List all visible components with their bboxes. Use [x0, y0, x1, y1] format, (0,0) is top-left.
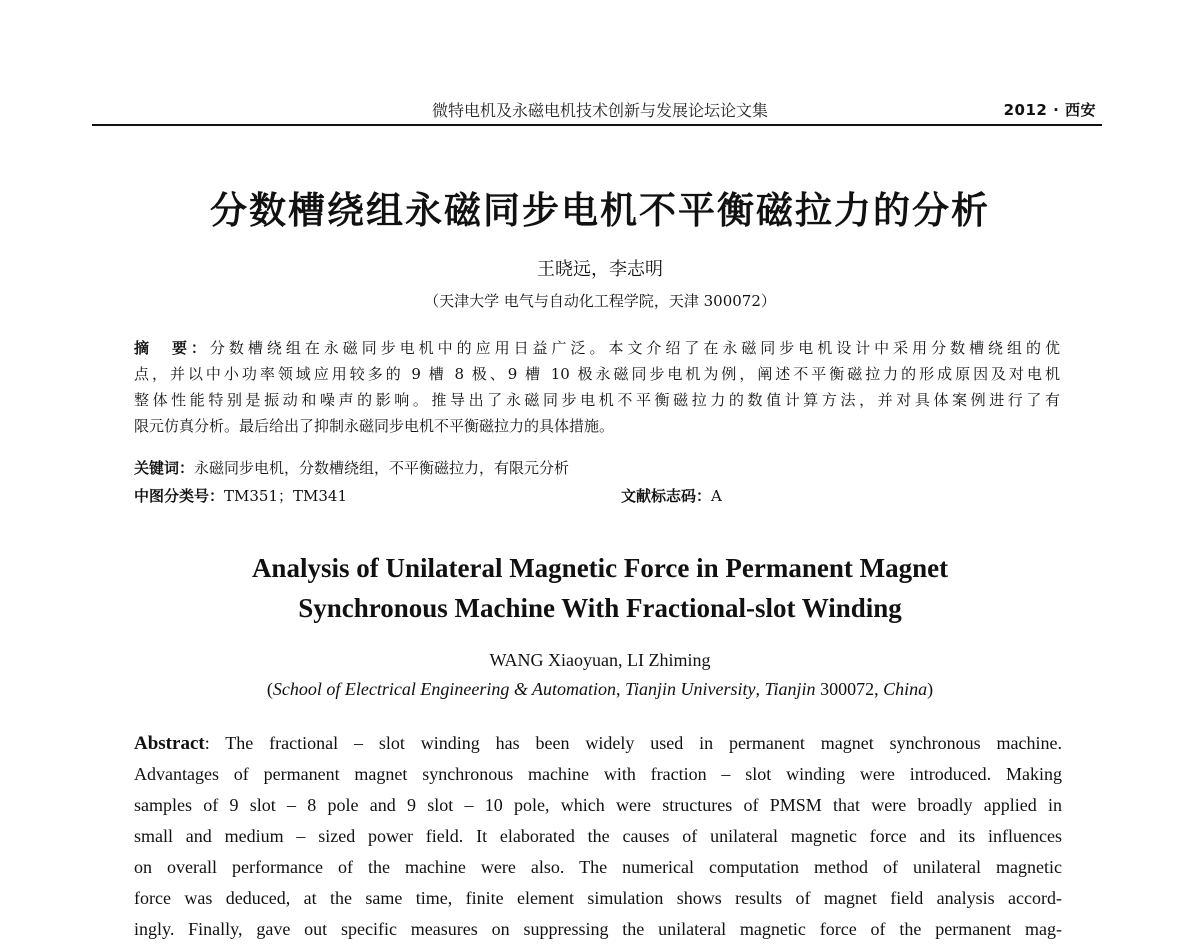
abstract-en-label: Abstract [134, 733, 205, 754]
authors-cn: 王晓远，李志明 [537, 259, 663, 280]
affil-postcode: 300072, [815, 679, 884, 699]
affil-city: Tianjin [764, 679, 816, 699]
doc-code-label: 文献标志码： [621, 487, 712, 505]
affil-sep: , [616, 679, 626, 699]
keywords-cn-label: 关键词： [134, 459, 195, 477]
authors-en: WANG Xiaoyuan, LI Zhiming [489, 650, 711, 670]
running-header-year-place: 2012 · 西安 [1003, 101, 1096, 119]
abstract-en-line: samples of 9 slot – 8 pole and 9 slot – 10 pole, which were structures of PMSM that were broadly applied in [134, 795, 1062, 815]
abstract-cn-label: 摘 要： [134, 339, 210, 357]
paren-open: ( [266, 679, 273, 699]
affiliation-cn: （天津大学 电气与自动化工程学院，天津 300072） [424, 292, 776, 310]
paper-title-en-line2: Synchronous Machine With Fractional-slot Winding [298, 593, 902, 623]
paper-title-en-line1: Analysis of Unilateral Magnetic Force in Permanent Magnet [251, 553, 949, 583]
abstract-cn-line [134, 335, 1060, 361]
doc-code-value: A [711, 487, 722, 505]
paren-close: ) [927, 679, 934, 699]
abstract-en-line: Advantages of permanent magnet synchronous machine with fraction – slot winding were introduced. Making [134, 764, 1062, 784]
affil-school: School of Electrical Engineering & Automation [272, 679, 617, 699]
document-code [621, 483, 722, 509]
abstract-en-colon: : [204, 733, 226, 753]
clc-number [134, 483, 1060, 509]
abstract-cn [134, 335, 1060, 439]
clc-value: TM351；TM341 [224, 487, 348, 505]
paper-title-en [0, 548, 1200, 628]
abstract-en-line: small and medium – sized power field. It elaborated the causes of unilateral magnetic force and its influences [134, 826, 1062, 846]
affil-university: Tianjin University [625, 679, 756, 699]
affil-country: China [883, 679, 928, 699]
abstract-en-line: on overall performance of the machine were also. The numerical computation method of unilateral magnetic [134, 857, 1062, 877]
abstract-en [134, 728, 1062, 945]
running-header-journal: 微特电机及永磁电机技术创新与发展论坛论文集 [431, 101, 768, 120]
keywords-cn [134, 455, 1060, 481]
abstract-en-text: The fractional – slot winding has been widely used in permanent magnet synchronous machine. [225, 733, 1062, 753]
keywords-cn-text: 永磁同步电机，分数槽绕组，不平衡磁拉力，有限元分析 [194, 459, 570, 477]
affil-sep: , [755, 679, 765, 699]
abstract-cn-line: 整体性能特别是振动和噪声的影响。推导出了永磁同步电机不平衡磁拉力的数值计算方法，并对具体案例进行了有 [134, 391, 1060, 409]
abstract-cn-line: 限元仿真分析。最后给出了抑制永磁同步电机不平衡磁拉力的具体措施。 [134, 417, 615, 435]
abstract-en-line: force was deduced, at the same time, finite element simulation shows results of magnet field analysis accord- [134, 888, 1062, 908]
abstract-en-line: ingly. Finally, gave out specific measures on suppressing the unilateral magnetic force of the permanent mag- [134, 919, 1062, 939]
abstract-en-line [134, 728, 1062, 759]
paper-title-cn: 分数槽绕组永磁同步电机不平衡磁拉力的分析 [210, 189, 990, 232]
abstract-cn-line: 点，并以中小功率领域应用较多的 9 槽 8 极、9 槽 10 极永磁同步电机为例，阐述不平衡磁拉力的形成原因及对电机 [134, 365, 1060, 383]
affiliation-en [0, 679, 1200, 700]
clc-label: 中图分类号： [134, 487, 225, 505]
header-rule [92, 124, 1102, 126]
abstract-cn-text: 分数槽绕组在永磁同步电机中的应用日益广泛。本文介绍了在永磁同步电机设计中采用分数槽绕组的优 [209, 339, 1060, 357]
